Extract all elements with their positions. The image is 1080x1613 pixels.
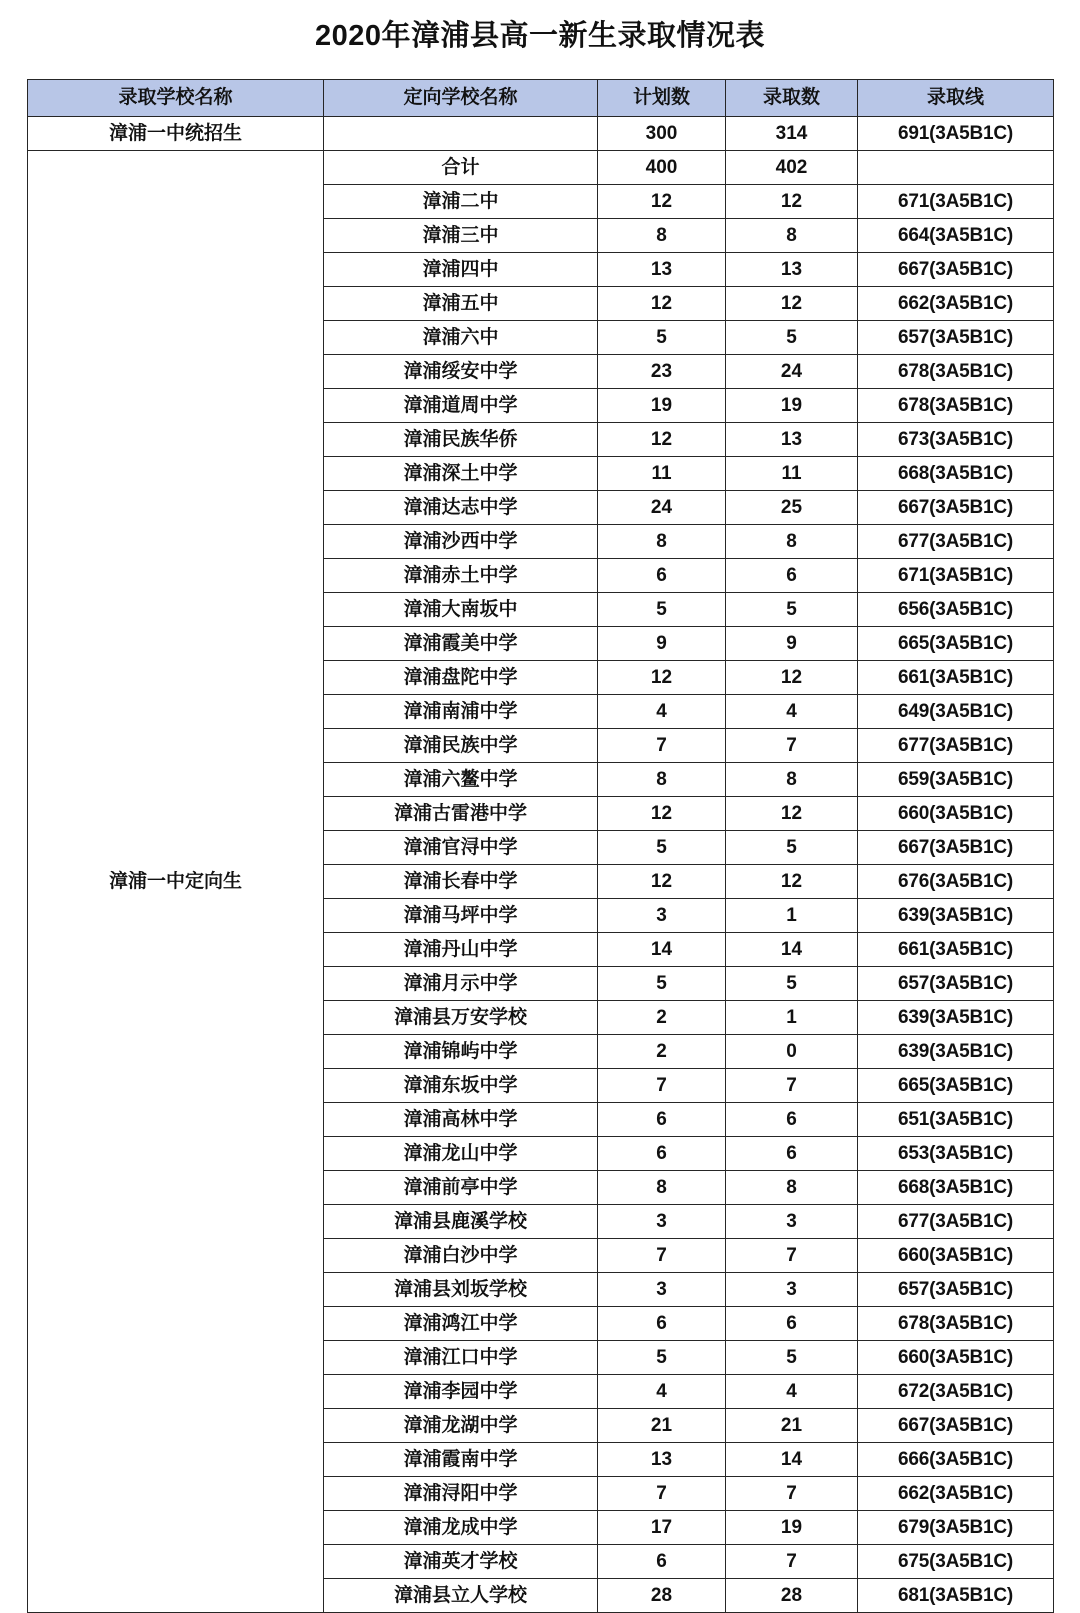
- cell-plan-count: 9: [598, 627, 726, 661]
- column-header-admitting-school: 录取学校名称: [28, 80, 324, 117]
- cell-admitted-count: 4: [726, 695, 858, 729]
- cell-target-school: 漳浦盘陀中学: [324, 661, 598, 695]
- cell-target-school: 漳浦长春中学: [324, 865, 598, 899]
- cell-cutoff-line: 679(3A5B1C): [858, 1511, 1054, 1545]
- cell-target-school: 漳浦丹山中学: [324, 933, 598, 967]
- cell-admitted-count: 19: [726, 389, 858, 423]
- cell-admitted-count: 9: [726, 627, 858, 661]
- cell-plan-count: 3: [598, 899, 726, 933]
- table-container: [27, 79, 1053, 1613]
- cell-plan-count: 400: [598, 151, 726, 185]
- cell-admitted-count: 25: [726, 491, 858, 525]
- cell-plan-count: 4: [598, 1375, 726, 1409]
- admitting-school-group-label: 漳浦一中定向生: [28, 151, 324, 1613]
- cell-admitted-count: 402: [726, 151, 858, 185]
- cell-admitted-count: 7: [726, 1477, 858, 1511]
- column-header-plan-count: 计划数: [598, 80, 726, 117]
- cell-cutoff-line: 678(3A5B1C): [858, 1307, 1054, 1341]
- cell-target-school: 漳浦霞美中学: [324, 627, 598, 661]
- cell-admitted-count: 5: [726, 831, 858, 865]
- cell-plan-count: 7: [598, 1069, 726, 1103]
- cell-admitted-count: 5: [726, 1341, 858, 1375]
- cell-plan-count: 7: [598, 729, 726, 763]
- cell-target-school: 漳浦民族华侨: [324, 423, 598, 457]
- cell-plan-count: 6: [598, 1545, 726, 1579]
- cell-plan-count: 2: [598, 1001, 726, 1035]
- cell-cutoff-line: 660(3A5B1C): [858, 1341, 1054, 1375]
- cell-plan-count: 12: [598, 287, 726, 321]
- cell-admitted-count: 7: [726, 1239, 858, 1273]
- cell-cutoff-line: 667(3A5B1C): [858, 491, 1054, 525]
- cell-cutoff-line: 677(3A5B1C): [858, 525, 1054, 559]
- cell-admitted-count: 6: [726, 1137, 858, 1171]
- cell-cutoff-line: 677(3A5B1C): [858, 729, 1054, 763]
- cell-target-school: 漳浦绥安中学: [324, 355, 598, 389]
- cell-cutoff-line: 649(3A5B1C): [858, 695, 1054, 729]
- column-header-admitted-count: 录取数: [726, 80, 858, 117]
- cell-cutoff-line: 661(3A5B1C): [858, 661, 1054, 695]
- column-header-target-school: 定向学校名称: [324, 80, 598, 117]
- cell-admitted-count: 1: [726, 1001, 858, 1035]
- cell-admitted-count: 24: [726, 355, 858, 389]
- cell-target-school: 漳浦古雷港中学: [324, 797, 598, 831]
- cell-plan-count: 7: [598, 1239, 726, 1273]
- cell-target-school: 漳浦江口中学: [324, 1341, 598, 1375]
- cell-plan-count: 5: [598, 1341, 726, 1375]
- cell-target-school: 漳浦赤土中学: [324, 559, 598, 593]
- cell-plan-count: 4: [598, 695, 726, 729]
- cell-plan-count: 13: [598, 253, 726, 287]
- cell-plan-count: 12: [598, 797, 726, 831]
- cell-target-school: 漳浦锦屿中学: [324, 1035, 598, 1069]
- cell-target-school: 漳浦高林中学: [324, 1103, 598, 1137]
- cell-target-school: 漳浦官浔中学: [324, 831, 598, 865]
- cell-plan-count: 17: [598, 1511, 726, 1545]
- cell-target-school: 漳浦大南坂中: [324, 593, 598, 627]
- cell-cutoff-line: 665(3A5B1C): [858, 1069, 1054, 1103]
- cell-target-school: 合计: [324, 151, 598, 185]
- cell-cutoff-line: 651(3A5B1C): [858, 1103, 1054, 1137]
- cell-plan-count: 6: [598, 559, 726, 593]
- cell-cutoff-line: 657(3A5B1C): [858, 321, 1054, 355]
- cell-admitted-count: 8: [726, 525, 858, 559]
- cell-target-school: 漳浦沙西中学: [324, 525, 598, 559]
- cell-target-school: 漳浦深土中学: [324, 457, 598, 491]
- cell-cutoff-line: 662(3A5B1C): [858, 287, 1054, 321]
- cell-target-school: 漳浦李园中学: [324, 1375, 598, 1409]
- admissions-table: [27, 79, 1054, 1613]
- cell-target-school: 漳浦鸿江中学: [324, 1307, 598, 1341]
- cell-admitted-count: 7: [726, 1545, 858, 1579]
- cell-plan-count: 7: [598, 1477, 726, 1511]
- cell-plan-count: 6: [598, 1307, 726, 1341]
- cell-cutoff-line: 639(3A5B1C): [858, 1001, 1054, 1035]
- cell-plan-count: 12: [598, 661, 726, 695]
- cell-target-school: 漳浦六鳌中学: [324, 763, 598, 797]
- cell-target-school: 漳浦霞南中学: [324, 1443, 598, 1477]
- cell-target-school: 漳浦东坂中学: [324, 1069, 598, 1103]
- cell-target-school: 漳浦六中: [324, 321, 598, 355]
- cell-plan-count: 6: [598, 1137, 726, 1171]
- cell-target-school: 漳浦县鹿溪学校: [324, 1205, 598, 1239]
- cell-cutoff-line: 671(3A5B1C): [858, 185, 1054, 219]
- cell-admitted-count: 13: [726, 253, 858, 287]
- cell-admitted-count: 21: [726, 1409, 858, 1443]
- cell-plan-count: 23: [598, 355, 726, 389]
- cell-plan-count: 6: [598, 1103, 726, 1137]
- cell-admitted-count: 19: [726, 1511, 858, 1545]
- cell-admitted-count: 5: [726, 593, 858, 627]
- table-row: [28, 151, 1054, 185]
- cell-target-school: 漳浦龙湖中学: [324, 1409, 598, 1443]
- column-header-cutoff-line: 录取线: [858, 80, 1054, 117]
- cell-admitted-count: 12: [726, 661, 858, 695]
- cell-plan-count: 8: [598, 525, 726, 559]
- cell-target-school: 漳浦民族中学: [324, 729, 598, 763]
- cell-cutoff-line: 668(3A5B1C): [858, 1171, 1054, 1205]
- cell-target-school: 漳浦县立人学校: [324, 1579, 598, 1613]
- page-title: 2020年漳浦县高一新生录取情况表: [314, 20, 765, 52]
- cell-admitted-count: 14: [726, 1443, 858, 1477]
- cell-plan-count: 5: [598, 593, 726, 627]
- cell-cutoff-line: 675(3A5B1C): [858, 1545, 1054, 1579]
- cell-cutoff-line: 661(3A5B1C): [858, 933, 1054, 967]
- cell-admitted-count: 28: [726, 1579, 858, 1613]
- cell-cutoff-line: 667(3A5B1C): [858, 1409, 1054, 1443]
- cell-admitted-count: 12: [726, 287, 858, 321]
- cell-plan-count: 3: [598, 1273, 726, 1307]
- cell-plan-count: 28: [598, 1579, 726, 1613]
- cell-admitted-count: 8: [726, 219, 858, 253]
- cell-admitted-count: 7: [726, 1069, 858, 1103]
- cell-admitted-count: 3: [726, 1273, 858, 1307]
- cell-cutoff-line: 639(3A5B1C): [858, 1035, 1054, 1069]
- cell-cutoff-line: 639(3A5B1C): [858, 899, 1054, 933]
- cell-admitted-count: 3: [726, 1205, 858, 1239]
- cell-target-school: [324, 117, 598, 151]
- cell-admitted-count: 8: [726, 763, 858, 797]
- cell-target-school: 漳浦龙山中学: [324, 1137, 598, 1171]
- cell-admitted-count: 5: [726, 967, 858, 1001]
- cell-admitted-count: 11: [726, 457, 858, 491]
- cell-target-school: 漳浦县万安学校: [324, 1001, 598, 1035]
- cell-admitted-count: 12: [726, 185, 858, 219]
- cell-plan-count: 8: [598, 763, 726, 797]
- cell-cutoff-line: 664(3A5B1C): [858, 219, 1054, 253]
- cell-cutoff-line: 660(3A5B1C): [858, 797, 1054, 831]
- cell-plan-count: 5: [598, 831, 726, 865]
- cell-admitted-count: 12: [726, 797, 858, 831]
- cell-plan-count: 3: [598, 1205, 726, 1239]
- cell-plan-count: 24: [598, 491, 726, 525]
- cell-plan-count: 13: [598, 1443, 726, 1477]
- cell-cutoff-line: 678(3A5B1C): [858, 389, 1054, 423]
- cell-plan-count: 21: [598, 1409, 726, 1443]
- cell-plan-count: 14: [598, 933, 726, 967]
- cell-plan-count: 12: [598, 185, 726, 219]
- cell-admitted-count: 14: [726, 933, 858, 967]
- cell-target-school: 漳浦县刘坂学校: [324, 1273, 598, 1307]
- cell-cutoff-line: 659(3A5B1C): [858, 763, 1054, 797]
- cell-admitted-count: 6: [726, 1103, 858, 1137]
- cell-cutoff-line: 691(3A5B1C): [858, 117, 1054, 151]
- cell-plan-count: 5: [598, 967, 726, 1001]
- cell-cutoff-line: 653(3A5B1C): [858, 1137, 1054, 1171]
- cell-cutoff-line: 660(3A5B1C): [858, 1239, 1054, 1273]
- cell-cutoff-line: 672(3A5B1C): [858, 1375, 1054, 1409]
- cell-cutoff-line: 678(3A5B1C): [858, 355, 1054, 389]
- cell-plan-count: 12: [598, 423, 726, 457]
- cell-target-school: 漳浦五中: [324, 287, 598, 321]
- cell-target-school: 漳浦南浦中学: [324, 695, 598, 729]
- cell-cutoff-line: 668(3A5B1C): [858, 457, 1054, 491]
- cell-admitted-count: 13: [726, 423, 858, 457]
- cell-cutoff-line: 676(3A5B1C): [858, 865, 1054, 899]
- cell-target-school: 漳浦道周中学: [324, 389, 598, 423]
- cell-cutoff-line: 667(3A5B1C): [858, 831, 1054, 865]
- cell-admitted-count: 6: [726, 1307, 858, 1341]
- cell-target-school: 漳浦三中: [324, 219, 598, 253]
- cell-admitted-count: 314: [726, 117, 858, 151]
- cell-cutoff-line: 656(3A5B1C): [858, 593, 1054, 627]
- cell-plan-count: 8: [598, 219, 726, 253]
- cell-target-school: 漳浦龙成中学: [324, 1511, 598, 1545]
- cell-cutoff-line: 665(3A5B1C): [858, 627, 1054, 661]
- admitting-school-group-label: 漳浦一中统招生: [28, 117, 324, 151]
- cell-plan-count: 12: [598, 865, 726, 899]
- table-body: [28, 117, 1054, 1613]
- cell-target-school: 漳浦浔阳中学: [324, 1477, 598, 1511]
- cell-target-school: 漳浦月示中学: [324, 967, 598, 1001]
- cell-cutoff-line: 657(3A5B1C): [858, 967, 1054, 1001]
- cell-admitted-count: 4: [726, 1375, 858, 1409]
- cell-cutoff-line: 666(3A5B1C): [858, 1443, 1054, 1477]
- cell-plan-count: 11: [598, 457, 726, 491]
- cell-plan-count: 300: [598, 117, 726, 151]
- cell-cutoff-line: [858, 151, 1054, 185]
- cell-cutoff-line: 657(3A5B1C): [858, 1273, 1054, 1307]
- cell-plan-count: 8: [598, 1171, 726, 1205]
- header-row: [28, 80, 1054, 117]
- cell-admitted-count: 7: [726, 729, 858, 763]
- cell-plan-count: 5: [598, 321, 726, 355]
- cell-cutoff-line: 673(3A5B1C): [858, 423, 1054, 457]
- cell-target-school: 漳浦英才学校: [324, 1545, 598, 1579]
- cell-cutoff-line: 667(3A5B1C): [858, 253, 1054, 287]
- cell-target-school: 漳浦达志中学: [324, 491, 598, 525]
- cell-cutoff-line: 671(3A5B1C): [858, 559, 1054, 593]
- cell-plan-count: 2: [598, 1035, 726, 1069]
- cell-target-school: 漳浦前亭中学: [324, 1171, 598, 1205]
- cell-target-school: 漳浦二中: [324, 185, 598, 219]
- cell-plan-count: 19: [598, 389, 726, 423]
- cell-admitted-count: 6: [726, 559, 858, 593]
- cell-admitted-count: 0: [726, 1035, 858, 1069]
- cell-target-school: 漳浦四中: [324, 253, 598, 287]
- cell-cutoff-line: 677(3A5B1C): [858, 1205, 1054, 1239]
- cell-admitted-count: 8: [726, 1171, 858, 1205]
- cell-admitted-count: 5: [726, 321, 858, 355]
- cell-cutoff-line: 662(3A5B1C): [858, 1477, 1054, 1511]
- table-row: [28, 117, 1054, 151]
- cell-admitted-count: 1: [726, 899, 858, 933]
- cell-cutoff-line: 681(3A5B1C): [858, 1579, 1054, 1613]
- cell-admitted-count: 12: [726, 865, 858, 899]
- cell-target-school: 漳浦马坪中学: [324, 899, 598, 933]
- cell-target-school: 漳浦白沙中学: [324, 1239, 598, 1273]
- table-header: [28, 80, 1054, 117]
